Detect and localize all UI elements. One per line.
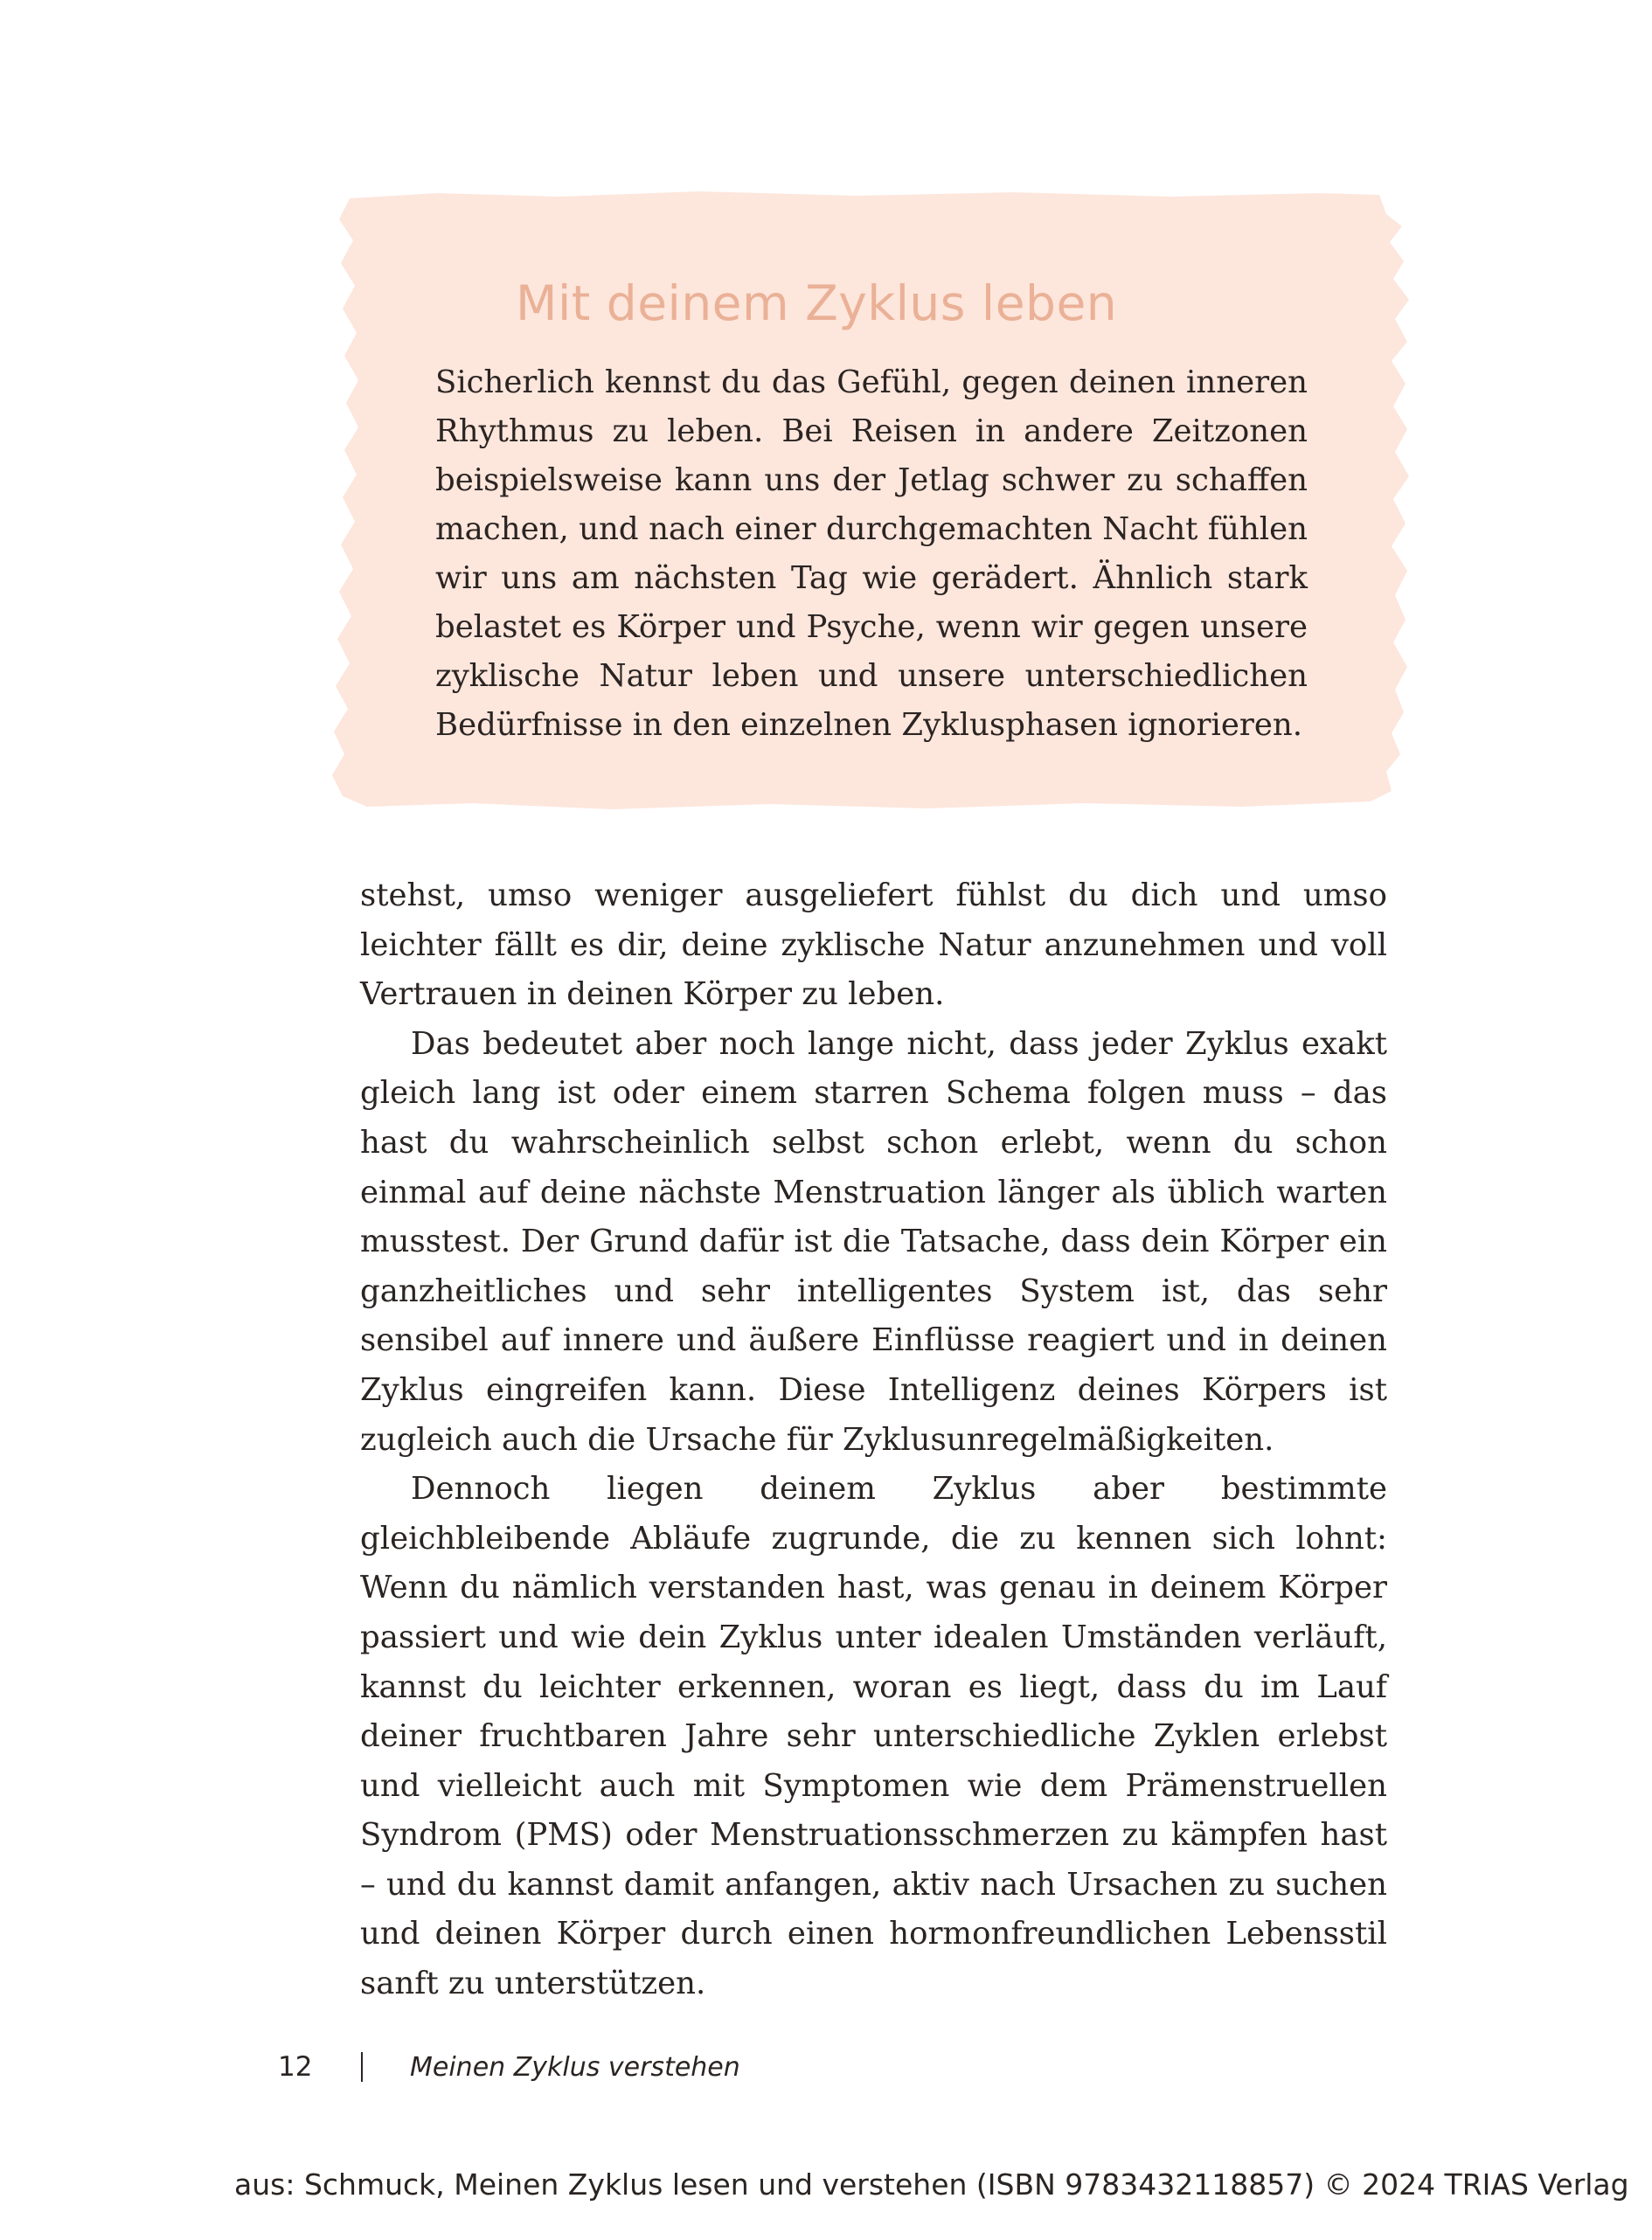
paragraph-2: Das bedeutet aber noch lange nicht, dass jeder Zyklus exakt gleich lang ist oder einem starren Schema folgen muss – das hast du wahrscheinlich selbst schon erlebt, wenn du schon einmal auf deine nächste Menstruation länger als üblich warten musstest. Der Grund dafür ist die Tatsache, dass dein Körper ein ganzheitliches und sehr intelligentes System ist, das sehr sensibel auf innere und äußere Einflüsse reagiert und in deinen Zyklus eingreifen kann. Diese Intelligenz deines Körpers ist zugleich auch die Ursache für Zyklusunregelmäßigkeiten. [360, 1025, 1387, 1458]
footer-separator [361, 2052, 363, 2082]
page-footer [278, 2045, 740, 2089]
body-text [360, 871, 1387, 2009]
running-title: Meinen Zyklus verstehen [410, 2051, 740, 2083]
highlight-box [332, 188, 1416, 817]
box-title: Mit deinem Zyklus leben [516, 275, 1118, 331]
copyright-line: aus: Schmuck, Meinen Zyklus lesen und verstehen (ISBN 9783432118857) © 2024 TRIAS Verlag [234, 2167, 1629, 2202]
paragraph-1: stehst, umso weniger ausgeliefert fühlst du dich und umso leichter fällt es dir, deine zyklische Natur anzunehmen und voll Vertrauen in deinen Körper zu leben. [360, 877, 1387, 1013]
paragraph-3: Dennoch liegen deinem Zyklus aber bestimmte gleichbleibende Abläufe zugrunde, die zu kennen sich lohnt: Wenn du nämlich verstanden hast, was genau in deinem Körper passiert und wie dein Zyklus unter idealen Umständen verläuft, kannst du leichter erkennen, woran es liegt, dass du im Lauf deiner fruchtbaren Jahre sehr unterschiedliche Zyklen erlebst und vielleicht auch mit Symptomen wie dem Prämenstruellen Syndrom (PMS) oder Menstruationsschmerzen zu kämpfen hast – und du kannst damit anfangen, aktiv nach Ursachen zu suchen und deinen Körper durch einen hormonfreundlichen Lebensstil sanft zu unterstützen. [360, 1471, 1387, 2002]
page-number: 12 [278, 2051, 313, 2083]
box-text: Sicherlich kennst du das Gefühl, gegen deinen inneren Rhythmus zu leben. Bei Reisen in andere Zeitzonen beispielsweise kann uns der Jetlag schwer zu schaffen machen, und nach einer durchgemachten Nacht fühlen wir uns am nächsten Tag wie gerädert. Ähnlich stark belastet es Körper und Psyche, wenn wir gegen unsere zyklische Natur leben und unsere unterschiedlichen Bedürfnisse in den einzelnen Zyklusphasen ignorieren. [435, 364, 1308, 743]
